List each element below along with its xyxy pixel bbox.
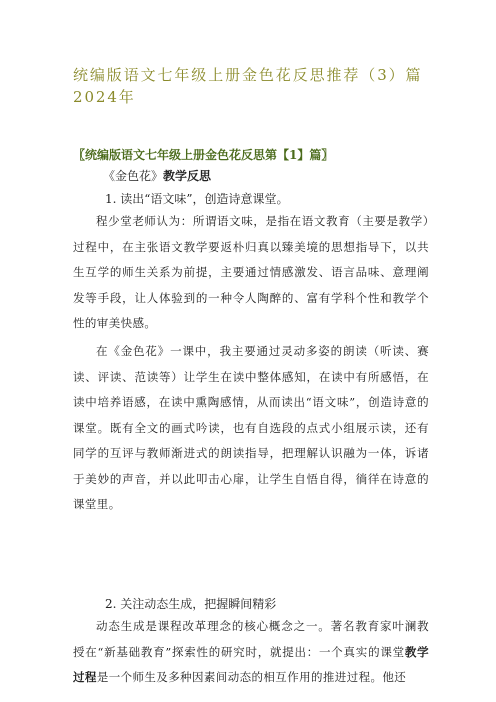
paragraph-3: [73, 614, 429, 691]
paragraph-3-text-a: 动态生成是课程改革理念的核心概念之一。著名教育家叶澜教授在“新基础教育”探索性的研究时，就提出：一个真实的课堂: [73, 619, 429, 659]
paragraph-3-text-b: 是一个师生及多种因素间动态的相互作用的推进过程。他还: [96, 670, 407, 684]
sub-heading: [103, 168, 211, 184]
section-heading: 〖统编版语文七年级上册金色花反思第【1】篇〗: [73, 148, 334, 162]
sub-heading-rest: 教学反思: [163, 169, 212, 183]
sub-heading-book-title: 《金色花》: [103, 169, 164, 183]
list-item-1: 1. 读出“语文味”，创造诗意课堂。: [105, 192, 289, 206]
paragraph-3-bold: 教学过程: [73, 644, 429, 684]
paragraph-1: 程少堂老师认为：所谓语文味，是指在语文教育（主要是教学）过程中，在主张语文教学要返朴归真以臻美境的思想指导下，以共生互学的师生关系为前提，主要通过情感激发、语言品味、意理阐发等手段，让人体验到的一种令人陶醉的、富有学科个性和教学个性的审美快感。: [73, 214, 429, 330]
paragraph-2: 在《金色花》一课中，我主要通过灵动多姿的朗读（听读、赛读、评读、范读等）让学生在读中整体感知，在读中有所感悟，在读中培养语感，在读中熏陶感情，从而读出“语文味”，创造诗意的课堂。既有全文的画式吟读，也有自选段的点式小组展示读，还有同学的互评与教师渐进式的朗读指导，把理解认识融为一体，诉诸于美妙的声音，并以此叩击心扉，让学生自悟自得，徜徉在诗意的课堂里。: [73, 344, 429, 511]
document-title: 统编版语文七年级上册金色花反思推荐（3）篇2024年: [73, 66, 423, 106]
list-item-2: 2. 关注动态生成，把握瞬间精彩: [105, 597, 277, 611]
